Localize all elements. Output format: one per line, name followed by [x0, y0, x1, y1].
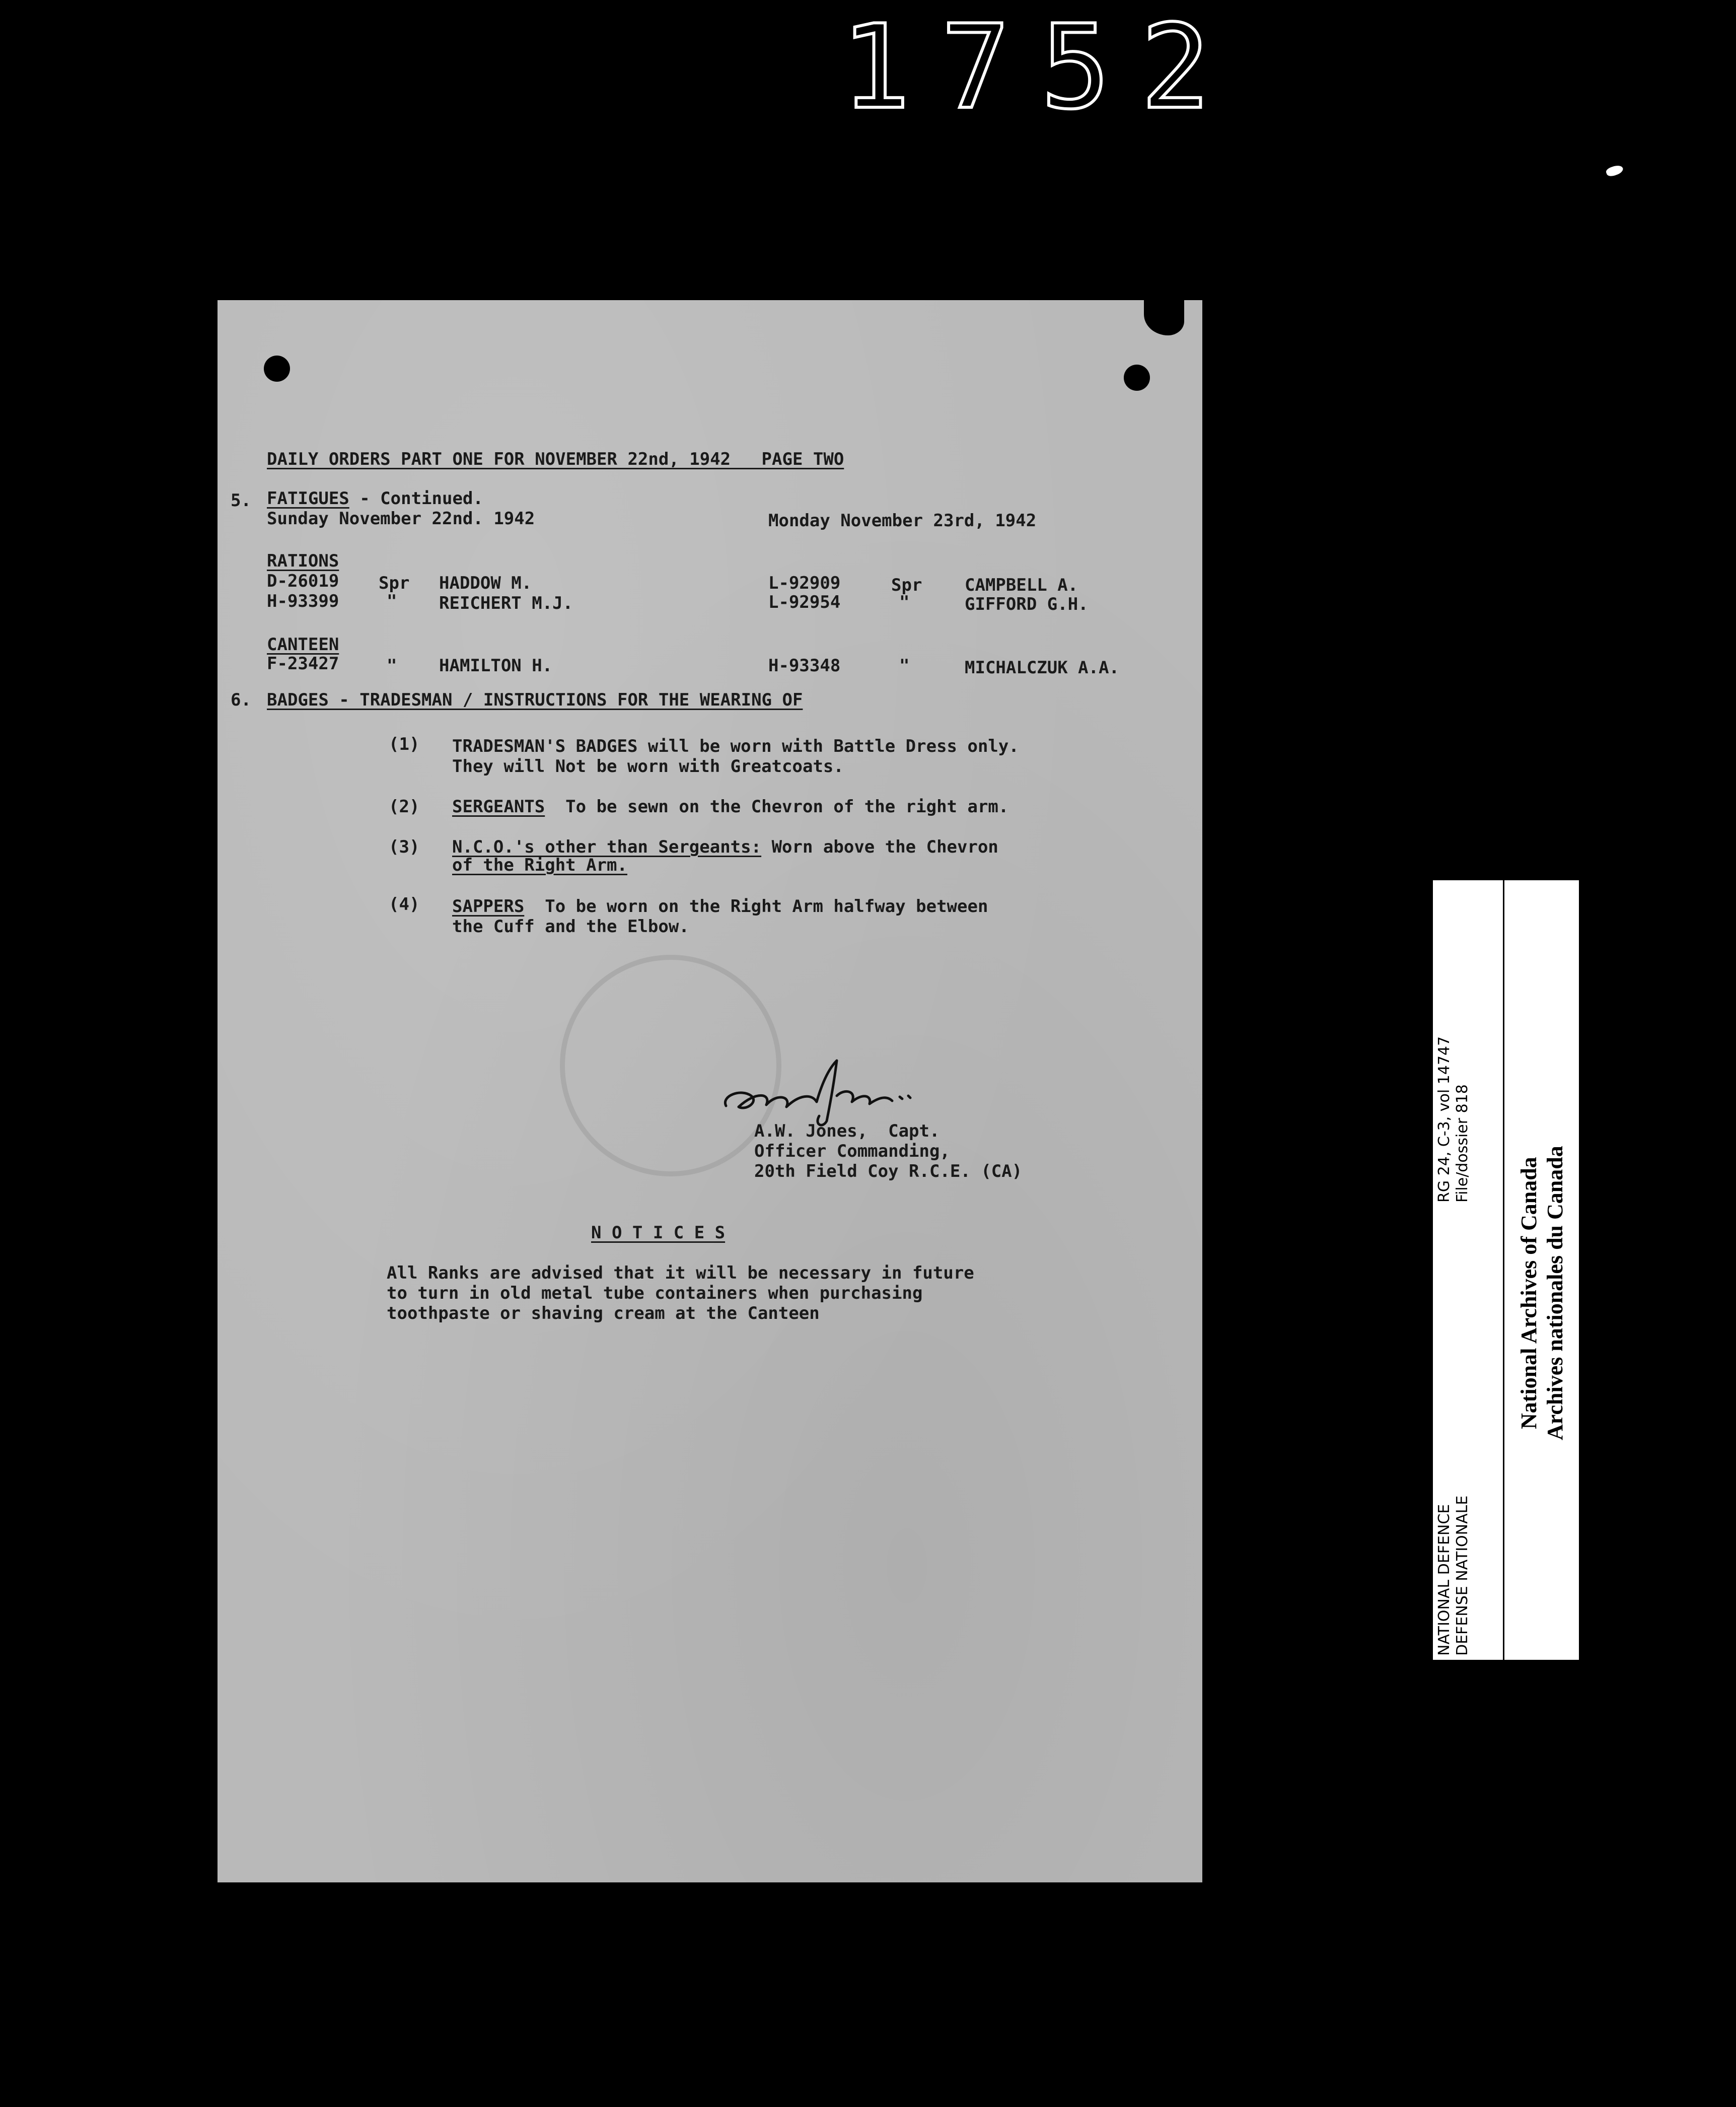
- badge-item-1-line-1: TRADESMAN'S BADGES will be worn with Battle Dress only.: [452, 736, 1019, 756]
- badge-item-1-number: (1): [389, 734, 420, 754]
- film-dust-speck: [1605, 164, 1624, 178]
- archive-label-right-panel: [1509, 880, 1579, 1660]
- rations-right-rank-1: Spr: [891, 575, 922, 595]
- national-archives-en: National Archives of Canada: [1516, 1157, 1541, 1429]
- rations-left-rank-1: Spr: [379, 573, 410, 593]
- badge-item-2-text: [452, 797, 1008, 817]
- section5-left-date: Sunday November 22nd. 1942: [267, 509, 535, 529]
- canteen-label: CANTEEN: [267, 635, 339, 655]
- section5-title: FATIGUES: [267, 488, 349, 509]
- rations-right-name-1: CAMPBELL A.: [965, 575, 1078, 595]
- reference-line-2: File/dossier 818: [1454, 1084, 1471, 1203]
- section5-title-suffix: - Continued.: [349, 488, 483, 509]
- section5-number: 5.: [231, 490, 251, 511]
- badge-item-3-body: Worn above the Chevron: [761, 837, 998, 857]
- badge-item-3-line-2: of the Right Arm.: [452, 855, 627, 875]
- canteen-left-rank: ": [387, 656, 397, 676]
- rations-right-num-1: L-92909: [768, 573, 841, 593]
- signature-unit-line: 20th Field Coy R.C.E. (CA): [754, 1161, 1023, 1181]
- badge-item-2-number: (2): [389, 797, 420, 817]
- rations-left-num-1: D-26019: [267, 571, 339, 591]
- badge-item-2-body: To be sewn on the Chevron of the right arm.: [545, 797, 1009, 817]
- frame-number: 1752: [841, 1, 1241, 135]
- rations-left-name-1: HADDOW M.: [439, 573, 532, 593]
- section6-number: 6.: [231, 690, 251, 710]
- canteen-right-num: H-93348: [768, 656, 841, 676]
- canteen-right-rank: ": [899, 656, 910, 676]
- typed-orders: [218, 300, 1202, 1882]
- badge-item-3-number: (3): [389, 837, 420, 857]
- archive-label: [1433, 880, 1579, 1660]
- rations-left-rank-2: ": [387, 591, 397, 611]
- badge-item-4-line-2: the Cuff and the Elbow.: [452, 917, 689, 937]
- canteen-left-name: HAMILTON H.: [439, 656, 553, 676]
- rations-left-name-2: REICHERT M.J.: [439, 593, 573, 613]
- badge-item-4-lead: SAPPERS: [452, 896, 525, 917]
- notices-line-2: to turn in old metal tube containers when purchasing: [387, 1283, 923, 1303]
- badge-item-4-number: (4): [389, 894, 420, 915]
- badge-item-2-lead: SERGEANTS: [452, 797, 545, 817]
- national-archives-fr: Archives nationales du Canada: [1543, 1146, 1567, 1440]
- badge-item-3-text: [452, 837, 998, 857]
- document-sheet: [218, 300, 1202, 1882]
- notices-line-1: All Ranks are advised that it will be necessary in future: [387, 1263, 974, 1283]
- badge-item-4-body: To be worn on the Right Arm halfway between: [524, 896, 988, 917]
- signature-name-line: A.W. Jones, Capt.: [754, 1121, 940, 1141]
- badge-item-3-lead: N.C.O.'s other than Sergeants:: [452, 837, 762, 857]
- rations-left-num-2: H-93399: [267, 591, 339, 611]
- section6-title: BADGES - TRADESMAN / INSTRUCTIONS FOR THE WEARING OF: [267, 690, 803, 710]
- handwritten-signature: [711, 1045, 922, 1131]
- badge-item-1-line-2: They will Not be worn with Greatcoats.: [452, 756, 844, 777]
- national-defence-line-1: NATIONAL DEFENCE: [1435, 1504, 1453, 1656]
- badge-item-4-text: [452, 896, 988, 917]
- rations-right-name-2: GIFFORD G.H.: [965, 594, 1089, 614]
- canteen-right-name: MICHALCZUK A.A.: [965, 658, 1120, 678]
- rations-right-num-2: L-92954: [768, 592, 841, 612]
- rations-right-rank-2: ": [899, 592, 910, 612]
- section5-right-date: Monday November 23rd, 1942: [768, 511, 1037, 531]
- rations-label: RATIONS: [267, 551, 339, 571]
- section5-heading: [267, 488, 483, 509]
- canteen-left-num: F-23427: [267, 654, 339, 674]
- archive-label-left-panel: [1433, 880, 1504, 1660]
- signature-title-line: Officer Commanding,: [754, 1141, 950, 1161]
- notices-title: N O T I C E S: [591, 1223, 726, 1243]
- page-header: DAILY ORDERS PART ONE FOR NOVEMBER 22nd, 1942 PAGE TWO: [267, 449, 844, 469]
- national-defence-line-2: DEFENSE NATIONALE: [1454, 1495, 1471, 1656]
- notices-line-3: toothpaste or shaving cream at the Canteen: [387, 1303, 820, 1323]
- reference-line-1: RG 24, C-3, vol 14747: [1435, 1036, 1453, 1203]
